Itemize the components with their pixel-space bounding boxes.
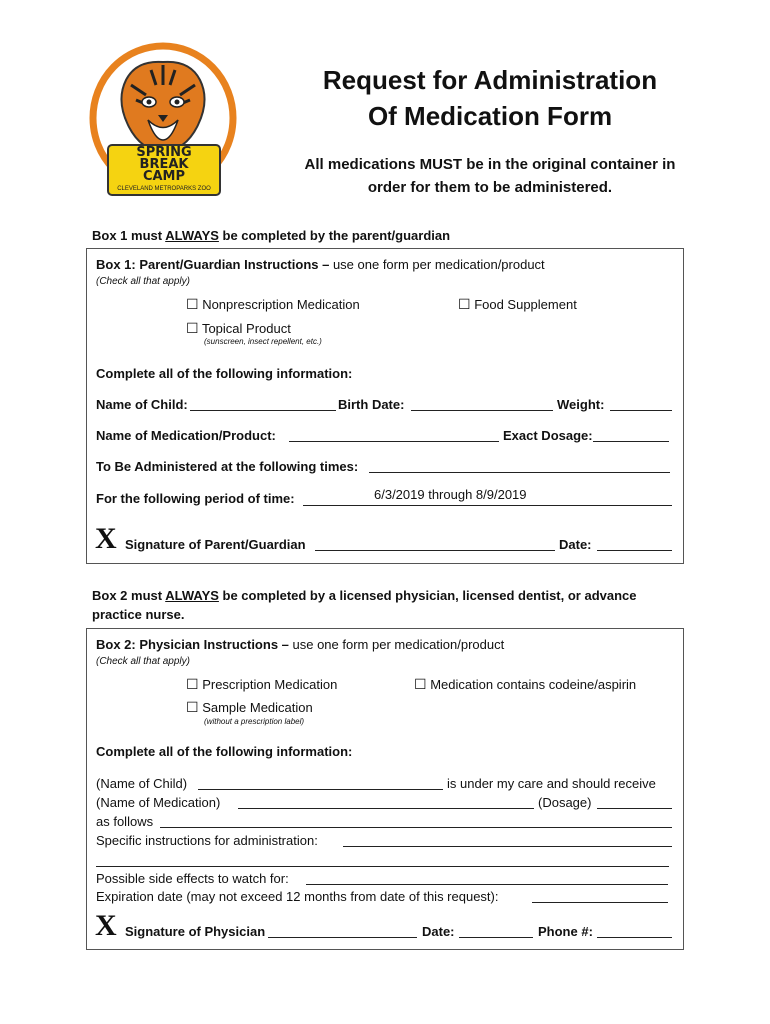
box1-period-field[interactable] bbox=[303, 505, 672, 506]
box1-date-field[interactable] bbox=[597, 550, 672, 551]
checkbox-icon[interactable]: ☐ bbox=[186, 676, 199, 692]
box2-dosage-label: (Dosage) bbox=[538, 795, 592, 810]
box2-intro bbox=[92, 588, 637, 603]
logo-text-camp: CAMP bbox=[142, 169, 186, 184]
box1-period-label: For the following period of time: bbox=[96, 491, 295, 506]
box2-option-codeine[interactable] bbox=[414, 676, 636, 693]
option-label: Nonprescription Medication bbox=[202, 297, 360, 312]
box2-expiry-field[interactable] bbox=[532, 902, 668, 903]
box2-phone-field[interactable] bbox=[597, 937, 672, 938]
box1-intro bbox=[92, 228, 450, 243]
notice-line1: All medications MUST be in the original container in bbox=[304, 156, 676, 173]
box2-side-effects-field[interactable] bbox=[306, 884, 668, 885]
checkbox-icon[interactable]: ☐ bbox=[186, 296, 199, 312]
box1-intro-post: be completed by the parent/guardian bbox=[218, 228, 451, 243]
box2-med-field[interactable] bbox=[238, 808, 534, 809]
box1-times-label: To Be Administered at the following times: bbox=[96, 459, 359, 474]
box1-times-field[interactable] bbox=[369, 472, 670, 473]
option-label: Prescription Medication bbox=[202, 677, 338, 692]
box2-check-note: (Check all that apply) bbox=[96, 656, 190, 667]
box1-period-value[interactable]: 6/3/2019 through 8/9/2019 bbox=[374, 487, 527, 502]
box2-side-effects-label: Possible side effects to watch for: bbox=[96, 871, 289, 886]
logo-text-sub: CLEVELAND METROPARKS ZOO bbox=[117, 186, 211, 192]
box2-dosage-field[interactable] bbox=[597, 808, 672, 809]
box2-specific-label: Specific instructions for administration: bbox=[96, 833, 318, 848]
box1-birth-label: Birth Date: bbox=[338, 397, 405, 412]
box1-intro-always: ALWAYS bbox=[165, 228, 219, 243]
box2-heading-bold: Box 2: Physician Instructions – bbox=[96, 637, 289, 652]
box2-date-label: Date: bbox=[422, 924, 455, 939]
x-mark-icon: X bbox=[95, 909, 117, 942]
box1-child-label: Name of Child: bbox=[96, 397, 188, 412]
logo-text-spring: SPRING bbox=[136, 145, 192, 160]
box2-phone-label: Phone #: bbox=[538, 924, 593, 939]
box1-heading bbox=[96, 257, 545, 272]
box1-med-label: Name of Medication/Product: bbox=[96, 428, 276, 443]
box2-option-sample[interactable] bbox=[186, 699, 313, 716]
checkbox-icon[interactable]: ☐ bbox=[414, 676, 427, 692]
box2-specific-field-line2[interactable] bbox=[96, 866, 669, 867]
box1-date-label: Date: bbox=[559, 537, 592, 552]
box1-check-note: (Check all that apply) bbox=[96, 276, 190, 287]
box2-child-label: (Name of Child) bbox=[96, 776, 188, 791]
x-mark-icon: X bbox=[95, 522, 117, 555]
checkbox-icon[interactable]: ☐ bbox=[458, 296, 471, 312]
box2-follows-field[interactable] bbox=[160, 827, 672, 828]
box1-option-food-supplement[interactable] bbox=[458, 296, 577, 313]
box2-expiry-label: Expiration date (may not exceed 12 months from date of this request): bbox=[96, 889, 499, 904]
box1-intro-pre: Box 1 must bbox=[92, 228, 166, 243]
box1-dosage-field[interactable] bbox=[593, 441, 669, 442]
logo-text-break: BREAK bbox=[139, 157, 189, 172]
page-title-line2: Of Medication Form bbox=[367, 101, 613, 131]
box2-complete-heading: Complete all of the following information: bbox=[96, 744, 353, 759]
option-label: Medication contains codeine/aspirin bbox=[430, 677, 637, 692]
box2-option-prescription[interactable] bbox=[186, 676, 337, 693]
box1-heading-bold: Box 1: Parent/Guardian Instructions – bbox=[96, 257, 330, 272]
box1-complete-heading: Complete all of the following information: bbox=[96, 366, 353, 381]
box2-intro-pre: Box 2 must bbox=[92, 588, 166, 603]
option-label: Topical Product bbox=[201, 321, 291, 336]
box1-birth-field[interactable] bbox=[411, 410, 553, 411]
box1-signature-field[interactable] bbox=[315, 550, 555, 551]
box1-child-field[interactable] bbox=[190, 410, 336, 411]
checkbox-icon[interactable]: ☐ bbox=[186, 699, 199, 715]
notice-line2: order for them to be administered. bbox=[367, 179, 613, 196]
box2-intro-line2: practice nurse. bbox=[92, 607, 185, 622]
box1-weight-field[interactable] bbox=[610, 410, 672, 411]
box2-signature-label: Signature of Physician bbox=[125, 924, 266, 939]
box2-intro-post: be completed by a licensed physician, licensed dentist, or advance bbox=[218, 588, 637, 603]
checkbox-icon[interactable]: ☐ bbox=[186, 320, 199, 336]
box1-heading-rest: use one form per medication/product bbox=[329, 257, 545, 272]
box2-child-field[interactable] bbox=[198, 789, 443, 790]
page-title-line1: Request for Administration bbox=[322, 65, 658, 95]
box1-dosage-label: Exact Dosage: bbox=[503, 428, 593, 443]
option-label: Sample Medication bbox=[202, 700, 313, 715]
box2-intro-always: ALWAYS bbox=[165, 588, 219, 603]
box1-option-nonprescription[interactable] bbox=[186, 296, 360, 313]
box2-care-text: is under my care and should receive bbox=[447, 776, 656, 791]
box1-weight-label: Weight: bbox=[557, 397, 605, 412]
box1-med-field[interactable] bbox=[289, 441, 499, 442]
box1-topical-note: (sunscreen, insect repellent, etc.) bbox=[204, 337, 322, 346]
box2-follows-label: as follows bbox=[96, 814, 154, 829]
box1-signature-label: Signature of Parent/Guardian bbox=[125, 537, 306, 552]
box2-signature-field[interactable] bbox=[268, 937, 417, 938]
camp-logo bbox=[86, 40, 241, 200]
box2-heading-rest: use one form per medication/product bbox=[288, 637, 505, 652]
option-label: Food Supplement bbox=[474, 297, 577, 312]
box2-sample-note: (without a prescription label) bbox=[204, 717, 305, 726]
box2-med-label: (Name of Medication) bbox=[96, 795, 221, 810]
box2-date-field[interactable] bbox=[459, 937, 533, 938]
box2-specific-field[interactable] bbox=[343, 846, 672, 847]
box2-heading bbox=[96, 637, 504, 652]
box1-option-topical[interactable] bbox=[186, 320, 291, 337]
